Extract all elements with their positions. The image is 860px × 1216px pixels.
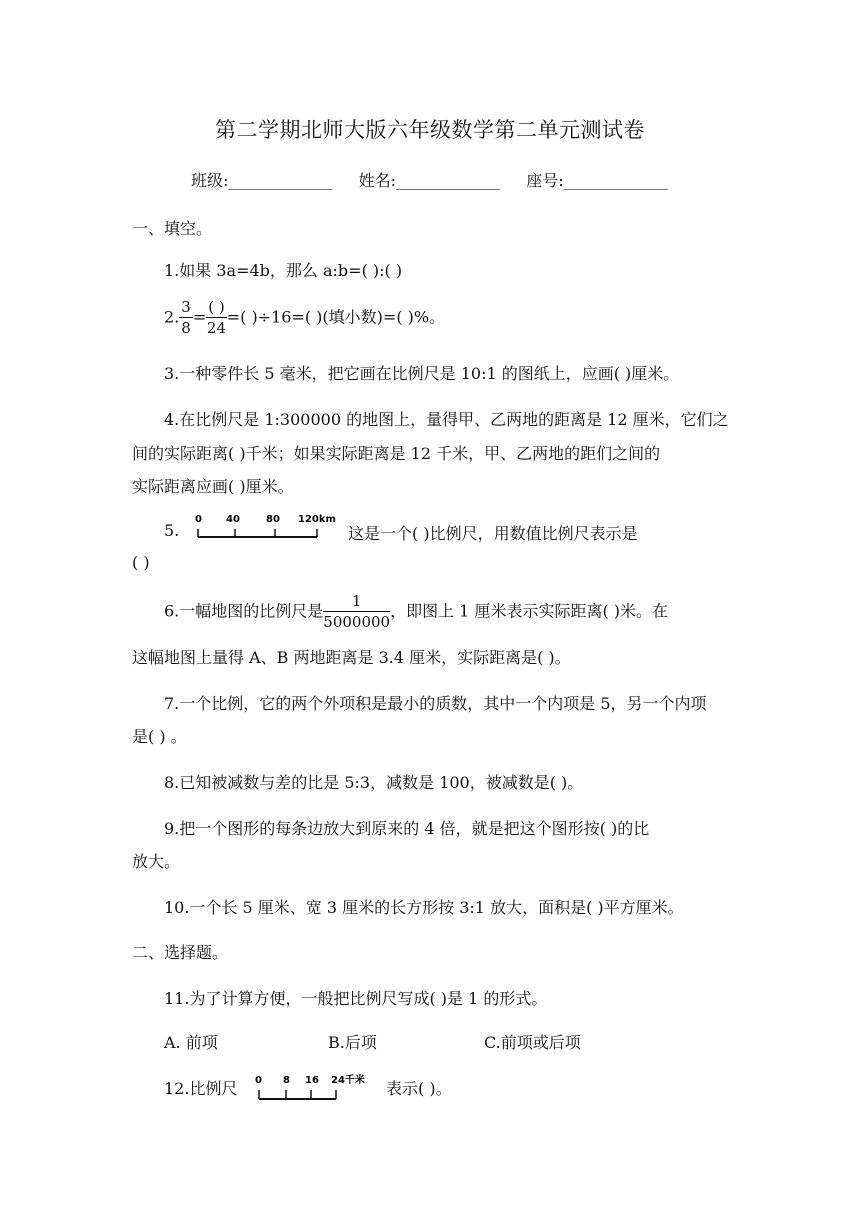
question-1: 1.如果 3a=4b，那么 a:b=( ):( ) [164,261,403,280]
q2-prefix: 2. [164,307,180,327]
fraction-numerator: ( ) [208,298,225,316]
class-field[interactable]: _____________ [228,171,333,190]
section-heading-fill: 一、填空。 [132,219,213,238]
question-4-line-1: 4.在比例尺是 1:300000 的地图上，量得甲、乙两地的距离是 12 厘米，它们之 [164,410,729,429]
q11-option-b[interactable]: B.后项 [328,1033,377,1052]
question-7-line-2: 是( ) 。 [132,727,187,746]
question-6-line-1 [164,594,668,630]
question-3: 3.一种零件长 5 毫米，把它画在比例尺是 10:1 的图纸上，应画( )厘米。 [164,364,680,383]
q11-option-c[interactable]: C.前项或后项 [484,1033,581,1052]
fraction-3-8 [179,300,193,336]
q2-eq: = [192,307,207,327]
line-scale-24km [252,1071,374,1107]
scale-tick-label: 0 [195,514,202,525]
fraction-denominator: 5000000 [323,613,391,631]
scale-tick-label: 40 [226,514,240,525]
q2-rest: =( )÷16=( )(填小数)=( )%。 [226,307,446,327]
fraction-numerator: 3 [181,298,191,316]
q11-option-a[interactable]: A. 前项 [164,1033,218,1052]
class-label: 班级: [191,171,229,190]
name-label: 姓名: [358,171,396,190]
question-6-line-2: 这幅地图上量得 A、B 两地距离是 3.4 厘米，实际距离是( )。 [132,648,571,667]
question-11: 11.为了计算方便，一般把比例尺写成( )是 1 的形式。 [164,989,548,1008]
question-12-rest: 表示( )。 [386,1079,452,1098]
q6-prefix: 6.一幅地图的比例尺是 [164,601,324,621]
question-10: 10.一个长 5 厘米、宽 3 厘米的长方形按 3:1 放大，面积是( )平方厘米。 [164,898,684,917]
scale-tick-label: 24千米 [331,1075,365,1086]
seat-field[interactable]: _____________ [563,171,668,190]
question-4-line-3: 实际距离应画( )厘米。 [132,477,294,496]
scale-tick-label: 0 [255,1075,262,1086]
question-9-line-2: 放大。 [132,852,181,871]
name-field[interactable]: _____________ [396,171,500,190]
question-5-line-2: ( ) [132,553,150,572]
fraction-denominator: 24 [206,319,226,337]
q6-rest: ，即图上 1 厘米表示实际距离( )米。在 [390,601,669,621]
question-8: 8.已知被减数与差的比是 5:3，减数是 100，被减数是( )。 [164,773,584,792]
question-5-prefix: 5. [164,521,180,540]
scale-tick-label: 120km [298,514,336,525]
info-line [191,168,668,191]
question-5-line-1: 这是一个( )比例尺，用数值比例尺表示是 [348,524,638,543]
question-9-line-1: 9.把一个图形的每条边放大到原来的 4 倍，就是把这个图形按( )的比 [164,819,650,838]
question-4-line-2: 间的实际距离( )千米；如果实际距离是 12 千米，甲、乙两地的距们之间的 [132,444,661,463]
scale-tick-label: 8 [283,1075,290,1086]
question-2 [164,300,445,336]
page-title: 第二学期北师大版六年级数学第二单元测试卷 [215,118,645,142]
fraction-numerator: 1 [323,594,390,612]
scale-tick-label: 80 [266,514,280,525]
section-heading-choice: 二、选择题。 [132,943,229,962]
line-scale-120km [192,512,340,542]
question-7-line-1: 7.一个比例，它的两个外项积是最小的质数，其中一个内项是 5，另一个内项 [164,694,707,713]
fraction-denominator: 8 [181,319,191,337]
question-12-prefix: 12.比例尺 [164,1079,238,1098]
seat-label: 座号: [526,171,564,190]
fraction-1-5000000 [323,594,390,630]
fraction-blank-24 [206,300,226,336]
scale-tick-label: 16 [305,1075,319,1086]
